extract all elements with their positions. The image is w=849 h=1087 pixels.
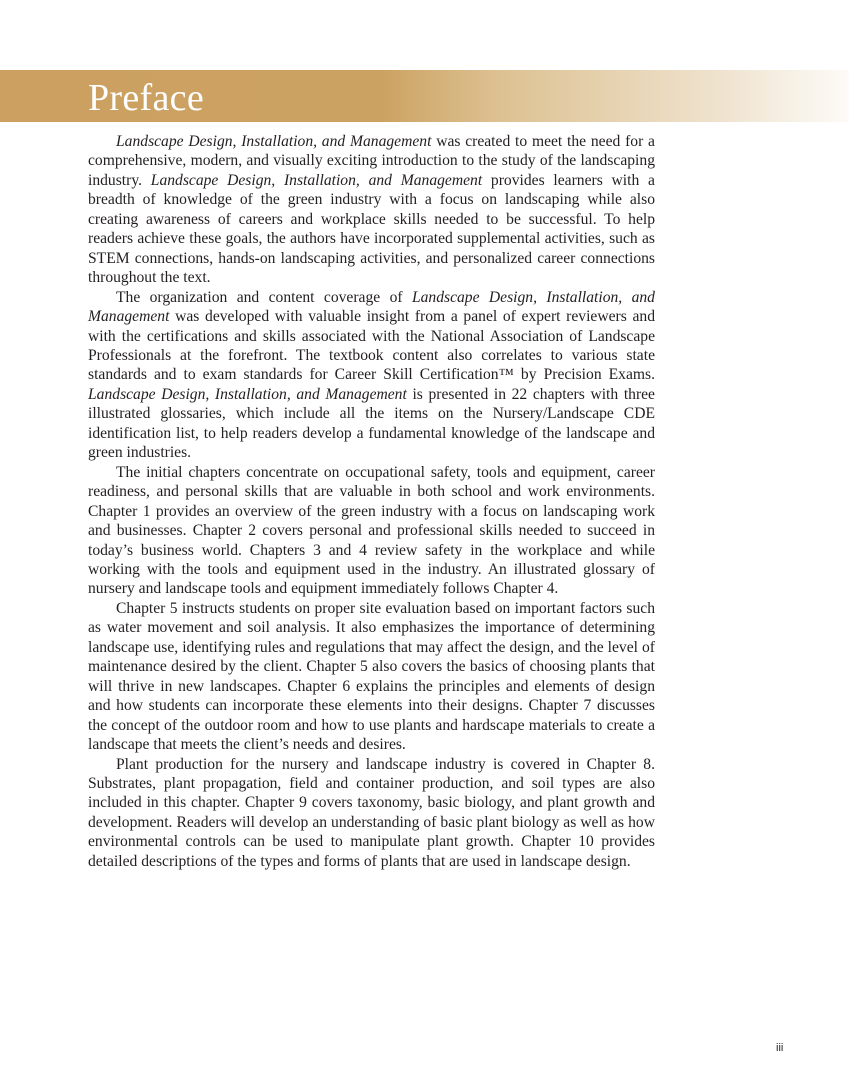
text-run: Chapter 5 instructs students on proper site evaluation based on important factors such as water movement and soil analysis. It also emphasizes the importance of determining landscape use, identifying rules and regulations that may affect the design, and the level of maintenance desired by the client. Chapter 5 also covers the basics of choosing plants that will thrive in new landscapes. Chapter 6 explains the principles and elements of design and how students can incorporate these elements into their designs. Chapter 7 discusses the concept of the outdoor room and how to use plants and hardscape materials to create a landscape that meets the client’s needs and desires. xyxy=(88,599,655,754)
paragraph xyxy=(88,599,655,755)
text-run: was developed with valuable insight from a panel of expert reviewers and with the certifications and skills associated with the National Association of Landscape Professionals at the forefront. The textbook content also correlates to various state standards and to exam standards for Career Skill Certification™ by Precision Exams. xyxy=(88,308,655,384)
page-number: iii xyxy=(776,1042,784,1054)
book-title-italic: Landscape Design, Installation, and Management xyxy=(88,385,407,403)
text-run: provides learners with a breadth of knowledge of the green industry with a focus on landscaping while also creating awareness of careers and workplace skills needed to be successful. To help readers achieve these goals, the authors have incorporated supplemental activities, such as STEM connections, hands-on landscaping activities, and personalized career connections throughout the text. xyxy=(88,171,655,287)
paragraph xyxy=(88,463,655,599)
book-title-italic: Landscape Design, Installation, and Management xyxy=(116,133,432,150)
preface-body xyxy=(88,132,655,871)
book-title-italic: Landscape Design, Installation, and Management xyxy=(88,288,655,326)
text-run: The initial chapters concentrate on occupational safety, tools and equipment, career readiness, and personal skills that are valuable in both school and work environments. Chapter 1 provides an overview of the green industry with a focus on landscaping work and businesses. Chapter 2 covers personal and professional skills needed to succeed in today’s business world. Chapters 3 and 4 review safety in the workplace and while working with the tools and equipment used in the industry. An illustrated glossary of nursery and landscape tools and equipment immediately follows Chapter 4. xyxy=(88,463,655,598)
text-run: is presented in 22 chapters with three illustrated glossaries, which include all the items on the Nursery/Landscape CDE identification list, to help readers develop a fundamental knowledge of the landscape and green industries. xyxy=(88,385,655,462)
paragraph xyxy=(88,755,655,872)
paragraph xyxy=(88,288,655,463)
paragraph xyxy=(88,132,655,288)
page-title: Preface xyxy=(88,77,205,119)
text-run: was created to meet the need for a comprehensive, modern, and visually exciting introduction to the study of the landscaping industry. xyxy=(88,133,655,189)
book-title-italic: Landscape Design, Installation, and Management xyxy=(150,171,483,189)
text-run: The organization and content coverage of xyxy=(116,288,412,306)
text-run: Plant production for the nursery and landscape industry is covered in Chapter 8. Substrates, plant propagation, field and container production, and soil types are also included in this chapter. Chapter 9 covers taxonomy, basic biology, and plant growth and development. Readers will develop an understanding of basic plant biology as well as how environmental controls can be used to manipulate plant growth. Chapter 10 provides detailed descriptions of the types and forms of plants that are used in landscape design. xyxy=(88,755,655,870)
